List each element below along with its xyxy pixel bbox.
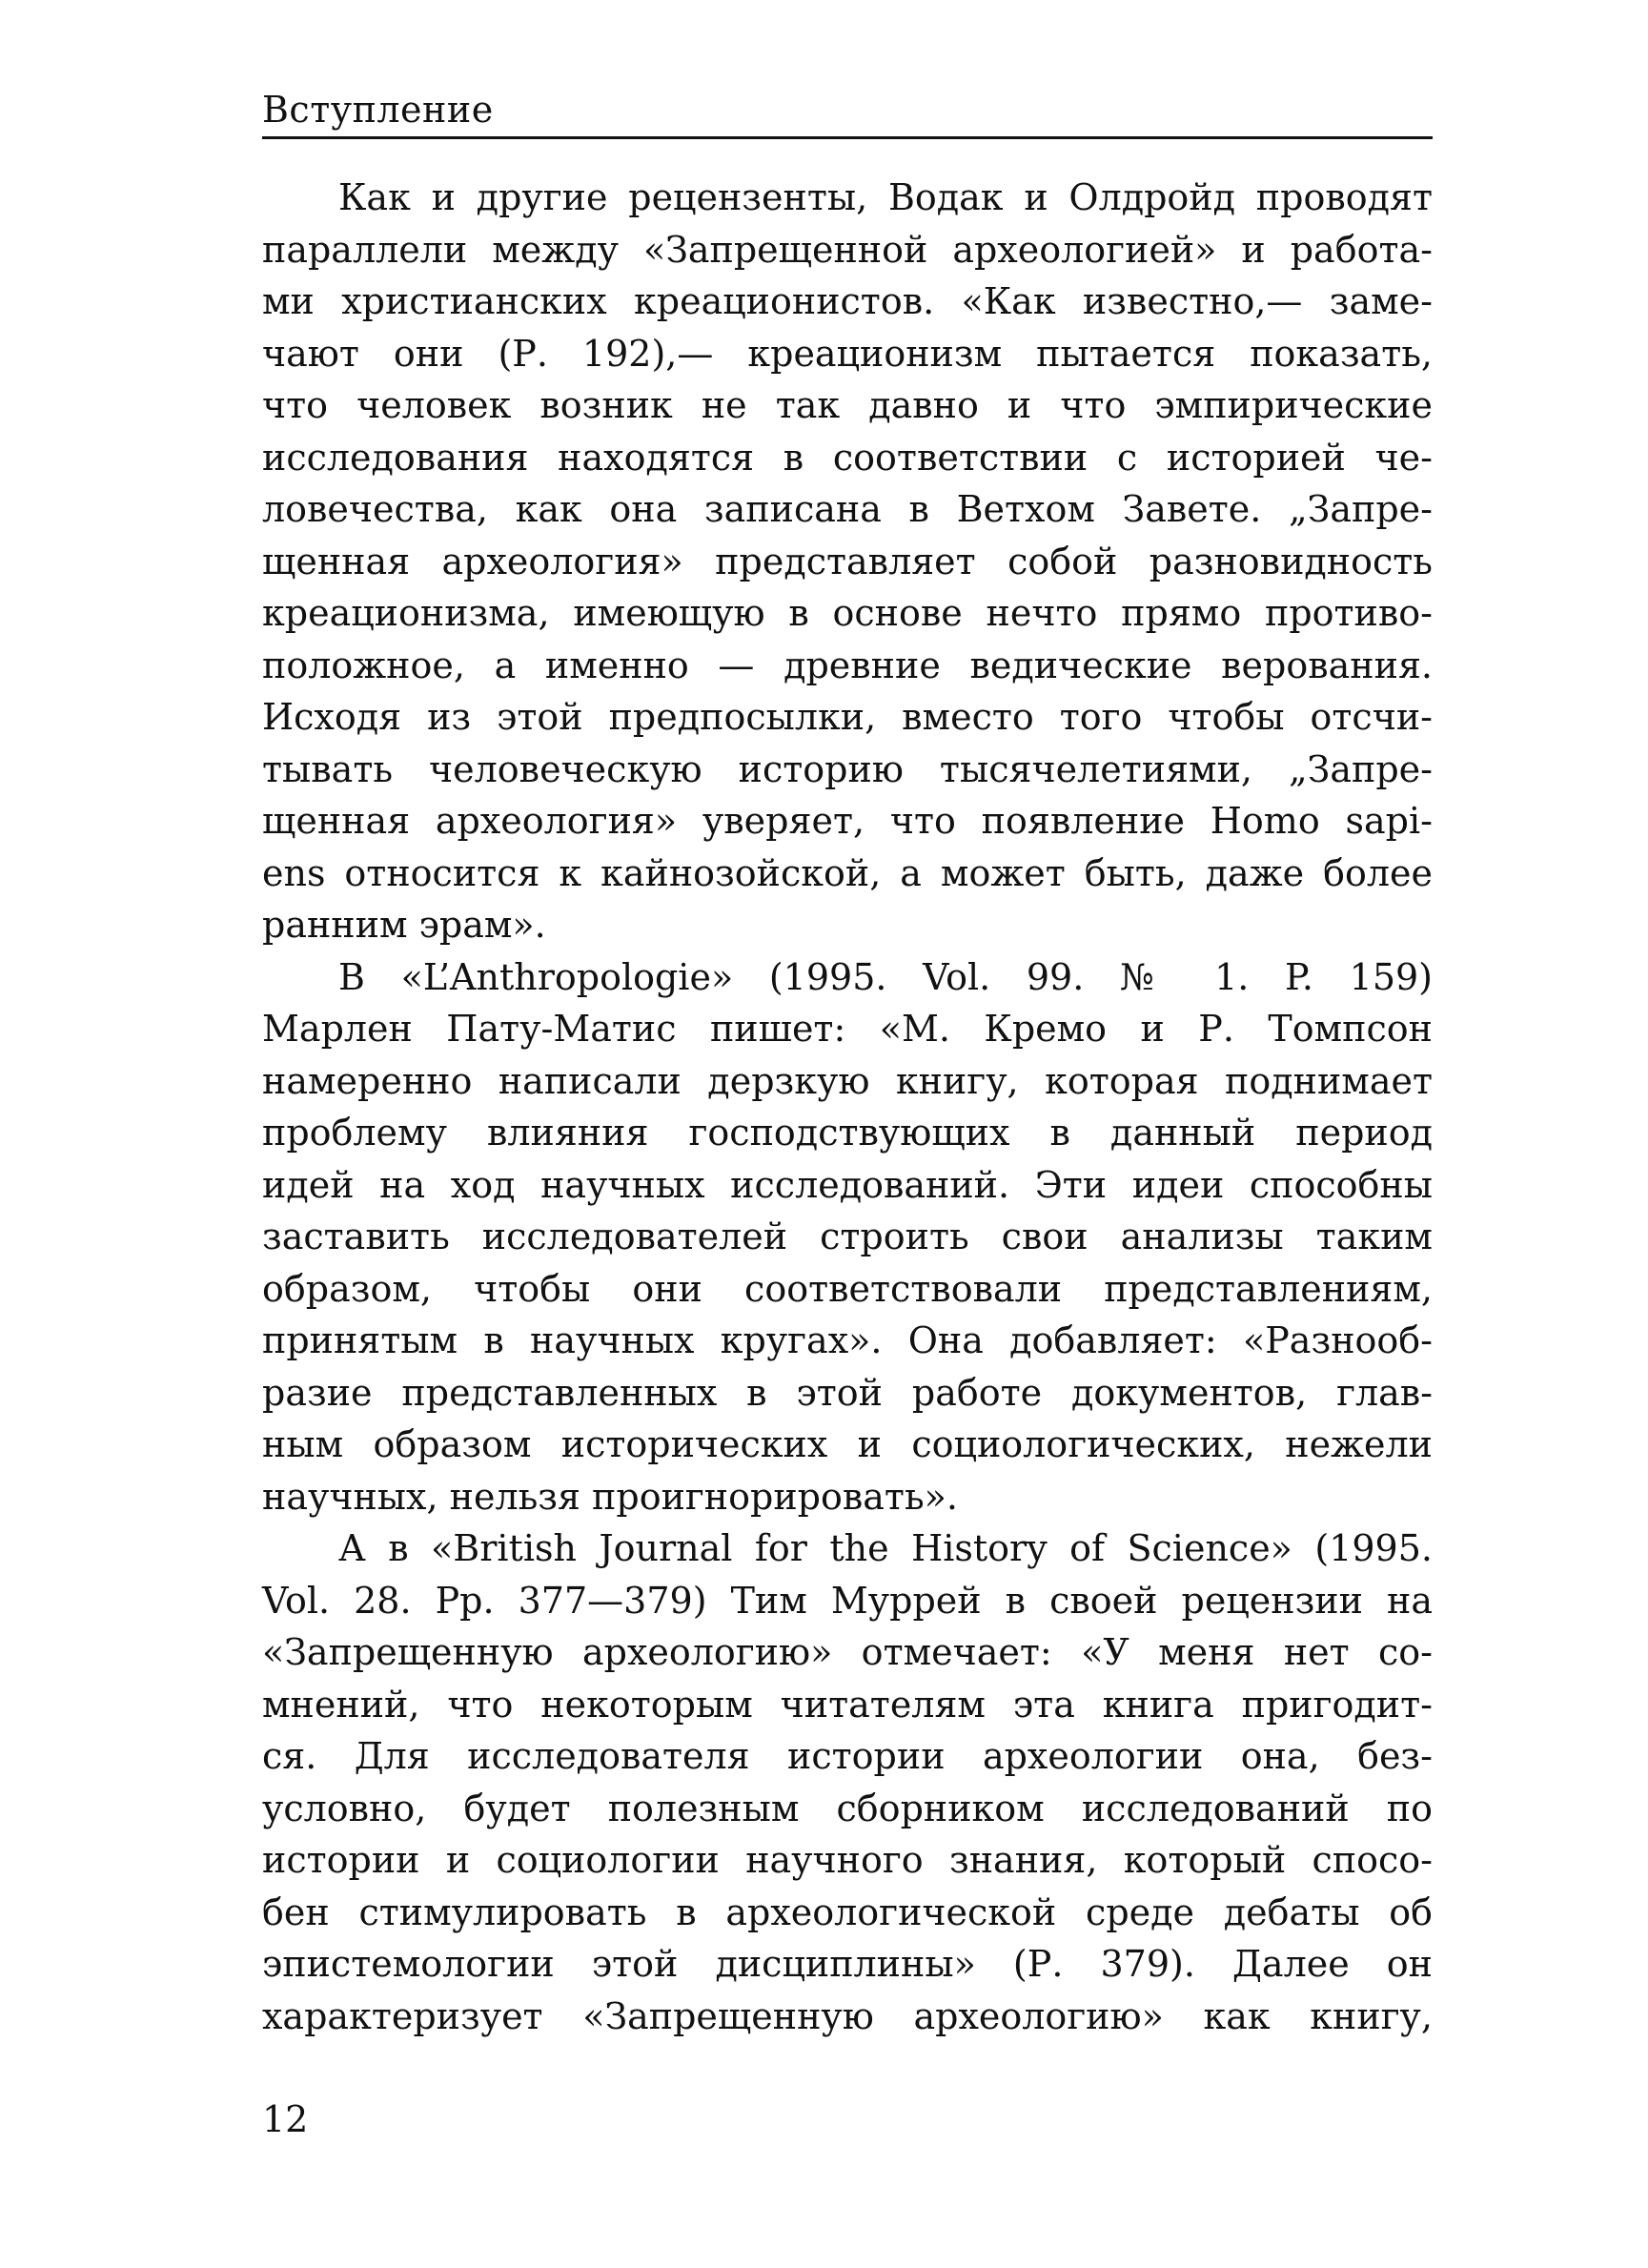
text-line: А в «British Journal for the History of Science» (1995.	[338, 1527, 1433, 1569]
text-line: бен стимулировать в археологической среде дебаты об	[262, 1890, 1433, 1933]
header-rule	[262, 136, 1433, 139]
text-line: ранним эрам».	[262, 904, 546, 946]
text-line: что человек возник не так давно и что эмпирические	[262, 384, 1433, 426]
text-line: ми христианских креационистов. «Как известно,— заме-	[262, 280, 1433, 322]
text-line: образом, чтобы они соответствовали представлениям,	[262, 1267, 1433, 1310]
text-line: ловечества, как она записана в Ветхом Завете. „Запре-	[262, 488, 1433, 530]
text-line: принятым в научных кругах». Она добавляет: «Разнооб-	[262, 1319, 1433, 1361]
text-line: Как и другие рецензенты, Водак и Олдройд проводят	[338, 176, 1433, 218]
running-head: Вступление	[262, 89, 494, 131]
text-line: чают они (Р. 192),— креационизм пытается показать,	[262, 332, 1433, 375]
text-line: щенная археология» представляет собой разновидность	[262, 540, 1433, 582]
text-line: ся. Для исследователя истории археологии она, без-	[262, 1735, 1433, 1777]
text-line: идей на ход научных исследований. Эти идеи способны	[262, 1163, 1433, 1206]
text-line: ens относится к кайнозойской, а может быть, даже более	[262, 851, 1433, 894]
text-line: характеризует «Запрещенную археологию» как книгу,	[262, 1994, 1433, 2037]
page-number: 12	[262, 2098, 309, 2140]
text-line: мнений, что некоторым читателям эта книга пригодит-	[262, 1683, 1433, 1726]
text-line: заставить исследователей строить свои анализы таким	[262, 1216, 1433, 1257]
text-line: истории и социологии научного знания, который спосо-	[262, 1839, 1433, 1881]
text-line: эпистемологии этой дисциплины» (Р. 379). Далее он	[262, 1943, 1433, 1985]
body-text	[262, 172, 1433, 2042]
text-line: «Запрещенную археологию» отмечает: «У меня нет со-	[262, 1631, 1433, 1673]
text-line: исследования находятся в соответствии с историей че-	[262, 436, 1433, 479]
text-line: щенная археология» уверяет, что появление Homo sapi-	[262, 800, 1433, 842]
text-line: намеренно написали дерзкую книгу, которая поднимает	[262, 1059, 1433, 1102]
text-line: креационизма, имеющую в основе нечто прямо противо-	[262, 592, 1433, 634]
text-line: Исходя из этой предпосылки, вместо того чтобы отсчи-	[262, 696, 1433, 738]
text-line: ным образом исторических и социологических, нежели	[262, 1423, 1433, 1465]
text-line: условно, будет полезным сборником исследований по	[262, 1787, 1433, 1829]
text-line: В «L’Anthropologie» (1995. Vol. 99. № 1. P. 159)	[338, 955, 1433, 998]
text-line: Марлен Пату-Матис пишет: «М. Кремо и Р. Томпсон	[262, 1008, 1433, 1050]
text-line: тывать человеческую историю тысячелетиями, „Запре-	[262, 747, 1433, 790]
text-line: положное, а именно — древние ведические верования.	[262, 644, 1433, 686]
text-line: разие представленных в этой работе документов, глав-	[262, 1371, 1433, 1414]
text-line: проблему влияния господствующих в данный период	[262, 1112, 1433, 1154]
text-line: научных, нельзя проигнорировать».	[262, 1475, 958, 1518]
text-line: параллели между «Запрещенной археологией» и работа-	[262, 228, 1433, 271]
text-line: Vol. 28. Pp. 377—379) Тим Муррей в своей рецензии на	[262, 1579, 1433, 1622]
